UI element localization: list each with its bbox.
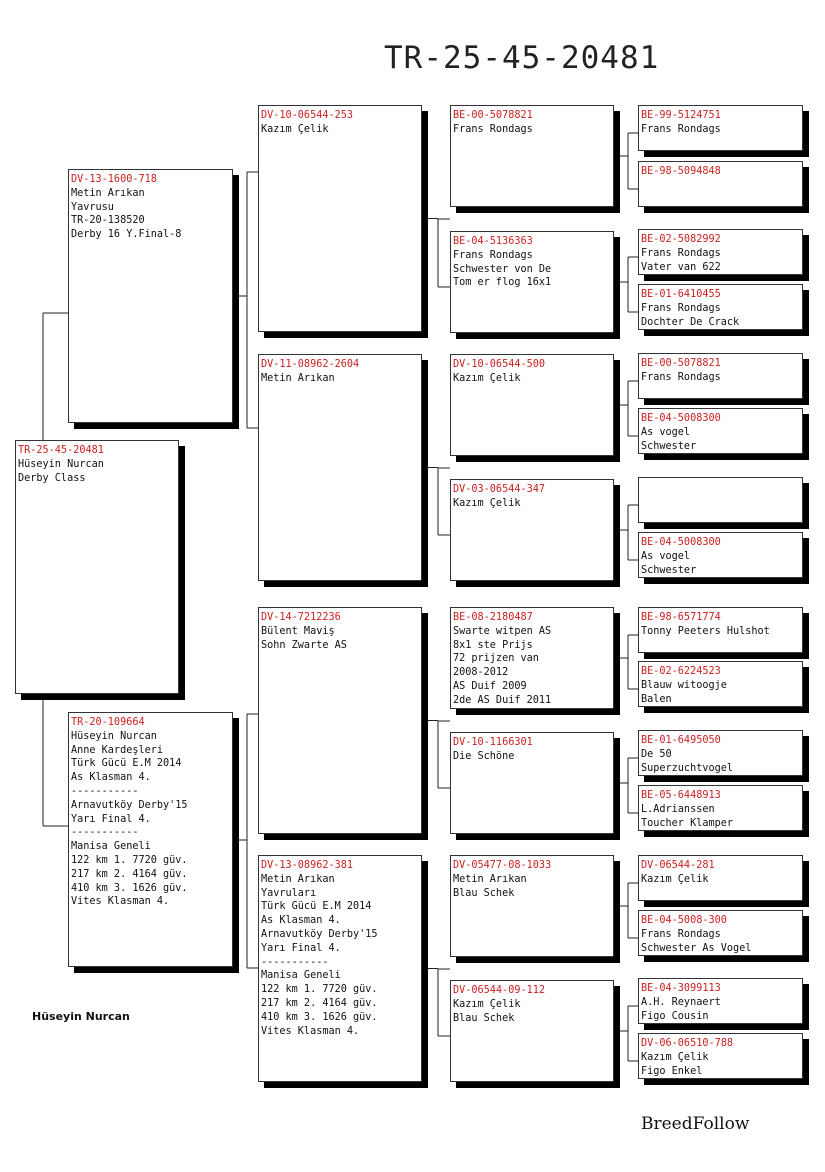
pigeon-info-line: Frans Rondags <box>641 371 721 383</box>
great-grandparent-card[interactable] <box>450 105 614 207</box>
pigeon-info-line: Hüseyin Nurcan <box>18 458 104 470</box>
pigeon-info-line: Blauw witoogje <box>641 679 727 691</box>
ring-number: DV-06544-281 <box>641 860 715 871</box>
pigeon-info-line: Arnavutköy Derby'15 <box>261 928 378 940</box>
gg-grandparent-card[interactable] <box>638 477 803 523</box>
pigeon-info-line: 410 km 3. 1626 güv. <box>71 882 188 894</box>
ring-number: DV-10-06544-500 <box>453 359 546 370</box>
pigeon-info-line: Frans Rondags <box>641 247 721 259</box>
brand-logo: BreedFollow <box>641 1114 750 1134</box>
pigeon-info-line: 122 km 1. 7720 güv. <box>261 984 378 996</box>
ring-number: BE-01-6495050 <box>641 735 721 746</box>
pigeon-info-line: ----------- <box>71 785 139 797</box>
subject-card[interactable] <box>15 440 179 694</box>
ring-number: BE-02-6224523 <box>641 666 721 677</box>
pigeon-info-line: As Klasman 4. <box>71 772 151 784</box>
pedigree-title: TR-25-45-20481 <box>384 40 660 76</box>
ring-number: BE-02-5082992 <box>641 234 721 245</box>
ring-number: BE-99-5124751 <box>641 110 721 121</box>
pigeon-info-line: Frans Rondags <box>453 249 533 261</box>
ring-number: BE-04-5008-300 <box>641 915 727 926</box>
pigeon-info-line: Yarı Final 4. <box>261 942 341 954</box>
pigeon-info-line: Superzuchtvogel <box>641 762 734 774</box>
pigeon-info-line: Metin Arıkan <box>261 873 335 885</box>
pigeon-info-line: Manisa Geneli <box>71 841 151 853</box>
gg-grandparent-card[interactable] <box>638 229 803 275</box>
gg-grandparent-card[interactable] <box>638 978 803 1024</box>
gg-grandparent-card[interactable] <box>638 910 803 956</box>
ring-number: DV-06-06510-788 <box>641 1038 734 1049</box>
pigeon-info-line: Anne Kardeşleri <box>71 744 164 756</box>
gg-grandparent-card[interactable] <box>638 532 803 578</box>
sire-card[interactable] <box>68 169 233 423</box>
pigeon-info-line: Sohn Zwarte AS <box>261 639 347 651</box>
ring-number: BE-01-6410455 <box>641 289 721 300</box>
pigeon-info-line: 217 km 2. 4164 güv. <box>261 997 378 1009</box>
ring-number: DV-05477-08-1033 <box>453 860 552 871</box>
gg-grandparent-card[interactable] <box>638 855 803 901</box>
ring-number: DV-13-1600-718 <box>71 174 157 185</box>
ring-number: BE-04-5136363 <box>453 236 533 247</box>
gg-grandparent-card[interactable] <box>638 408 803 454</box>
pigeon-info-line: Frans Rondags <box>641 928 721 940</box>
pigeon-info-line: Frans Rondags <box>453 123 533 135</box>
pigeon-info-line: ----------- <box>71 827 139 839</box>
ring-number: DV-13-08962-381 <box>261 860 354 871</box>
ring-number: DV-10-1166301 <box>453 737 533 748</box>
pigeon-info-line: Türk Gücü E.M 2014 <box>261 901 372 913</box>
pigeon-info-line: Kazım Çelik <box>453 998 521 1010</box>
pigeon-info-line: 217 km 2. 4164 güv. <box>71 868 188 880</box>
ring-number: BE-00-5078821 <box>641 358 721 369</box>
owner-footer: Hüseyin Nurcan <box>32 1010 130 1023</box>
pigeon-info-line: 410 km 3. 1626 güv. <box>261 1011 378 1023</box>
pigeon-info-line: Frans Rondags <box>641 302 721 314</box>
ring-number: BE-04-3099113 <box>641 983 721 994</box>
dam-card[interactable] <box>68 712 233 967</box>
gg-grandparent-card[interactable] <box>638 353 803 399</box>
pigeon-info-line: Manisa Geneli <box>261 970 341 982</box>
grandparent-card[interactable] <box>258 105 422 332</box>
gg-grandparent-card[interactable] <box>638 785 803 831</box>
pigeon-info-line: Schwester von De <box>453 263 552 275</box>
gg-grandparent-card[interactable] <box>638 661 803 707</box>
pigeon-info-line: 2de AS Duif 2011 <box>453 694 552 706</box>
pigeon-info-line: Türk Gücü E.M 2014 <box>71 758 182 770</box>
pigeon-info-line: Metin Arıkan <box>261 372 335 384</box>
gg-grandparent-card[interactable] <box>638 161 803 207</box>
pigeon-info-line: Kazım Çelik <box>453 372 521 384</box>
pigeon-info-line: Die Schöne <box>453 750 515 762</box>
ring-number: DV-14-7212236 <box>261 612 341 623</box>
great-grandparent-card[interactable] <box>450 607 614 709</box>
pigeon-info-line: Derby 16 Y.Final-8 <box>71 229 182 241</box>
pigeon-info-line: Swarte witpen AS <box>453 625 552 637</box>
pigeon-info-line: Arnavutköy Derby'15 <box>71 799 188 811</box>
pigeon-info-line: Metin Arıkan <box>71 187 145 199</box>
pigeon-info-line: Schwester <box>641 564 697 576</box>
ring-number: BE-98-6571774 <box>641 612 721 623</box>
pigeon-info-line: A.H. Reynaert <box>641 996 721 1008</box>
pigeon-info-line: Figo Cousin <box>641 1010 709 1022</box>
ring-number: BE-08-2180487 <box>453 612 533 623</box>
pigeon-info-line: Vites Klasman 4. <box>71 896 170 908</box>
pigeon-info-line: Tom er flog 16x1 <box>453 277 552 289</box>
pigeon-info-line: Kazım Çelik <box>641 1051 709 1063</box>
pigeon-info-line: Balen <box>641 693 672 705</box>
pigeon-info-line: 2008-2012 <box>453 667 509 679</box>
ring-number: BE-04-5008300 <box>641 413 721 424</box>
pigeon-info-line: 72 prijzen van <box>453 653 539 665</box>
ring-number: TR-25-45-20481 <box>18 445 104 456</box>
pigeon-info-line: L.Adrianssen <box>641 803 715 815</box>
pigeon-info-line: Vites Klasman 4. <box>261 1025 360 1037</box>
pigeon-info-line: As vogel <box>641 426 691 438</box>
great-grandparent-card[interactable] <box>450 479 614 581</box>
pigeon-info-line: Figo Enkel <box>641 1065 703 1077</box>
pigeon-info-line: AS Duif 2009 <box>453 680 527 692</box>
gg-grandparent-card[interactable] <box>638 607 803 653</box>
ring-number: DV-10-06544-253 <box>261 110 354 121</box>
pigeon-info-line: Yavrusu <box>71 201 114 213</box>
pigeon-info-line: Schwester <box>641 440 697 452</box>
pigeon-info-line: Frans Rondags <box>641 123 721 135</box>
ring-number: TR-20-109664 <box>71 717 145 728</box>
pigeon-info-line: 122 km 1. 7720 güv. <box>71 854 188 866</box>
pigeon-info-line: Vater van 622 <box>641 261 721 273</box>
pigeon-info-line: De 50 <box>641 748 672 760</box>
pigeon-info-line: Derby Class <box>18 472 86 484</box>
gg-grandparent-card[interactable] <box>638 730 803 776</box>
pigeon-info-line: Blau Schek <box>453 1012 515 1024</box>
pigeon-info-line: Hüseyin Nurcan <box>71 730 157 742</box>
great-grandparent-card[interactable] <box>450 855 614 957</box>
grandparent-card[interactable] <box>258 354 422 581</box>
ring-number: DV-06544-09-112 <box>453 985 546 996</box>
great-grandparent-card[interactable] <box>450 354 614 456</box>
pigeon-info-line: ----------- <box>261 956 329 968</box>
pigeon-info-line: Blau Schek <box>453 887 515 899</box>
ring-number: BE-04-5008300 <box>641 537 721 548</box>
pigeon-info-line: Yavruları <box>261 887 317 899</box>
great-grandparent-card[interactable] <box>450 231 614 333</box>
grandparent-card[interactable] <box>258 607 422 834</box>
pigeon-info-line: Toucher Klamper <box>641 817 734 829</box>
great-grandparent-card[interactable] <box>450 732 614 834</box>
ring-number: BE-05-6448913 <box>641 790 721 801</box>
ring-number: BE-00-5078821 <box>453 110 533 121</box>
pigeon-info-line: Bülent Maviş <box>261 625 335 637</box>
pigeon-info-line: TR-20-138520 <box>71 215 145 227</box>
pigeon-info-line: 8x1 ste Prijs <box>453 639 533 651</box>
grandparent-card[interactable] <box>258 855 422 1082</box>
ring-number: DV-03-06544-347 <box>453 484 546 495</box>
ring-number: DV-11-08962-2604 <box>261 359 360 370</box>
pigeon-info-line: Yarı Final 4. <box>71 813 151 825</box>
gg-grandparent-card[interactable] <box>638 105 803 151</box>
pigeon-info-line: Kazım Çelik <box>261 123 329 135</box>
pigeon-info-line: Metin Arıkan <box>453 873 527 885</box>
pigeon-info-line: Dochter De Crack <box>641 316 740 328</box>
ring-number: BE-98-5094848 <box>641 166 721 177</box>
gg-grandparent-card[interactable] <box>638 284 803 330</box>
pigeon-info-line: Tonny Peeters Hulshot <box>641 625 770 637</box>
pigeon-info-line: Kazım Çelik <box>641 873 709 885</box>
pigeon-info-line: Kazım Çelik <box>453 497 521 509</box>
pigeon-info-line: As Klasman 4. <box>261 915 341 927</box>
pigeon-info-line: As vogel <box>641 550 691 562</box>
pigeon-info-line: Schwester As Vogel <box>641 942 752 954</box>
gg-grandparent-card[interactable] <box>638 1033 803 1079</box>
great-grandparent-card[interactable] <box>450 980 614 1082</box>
